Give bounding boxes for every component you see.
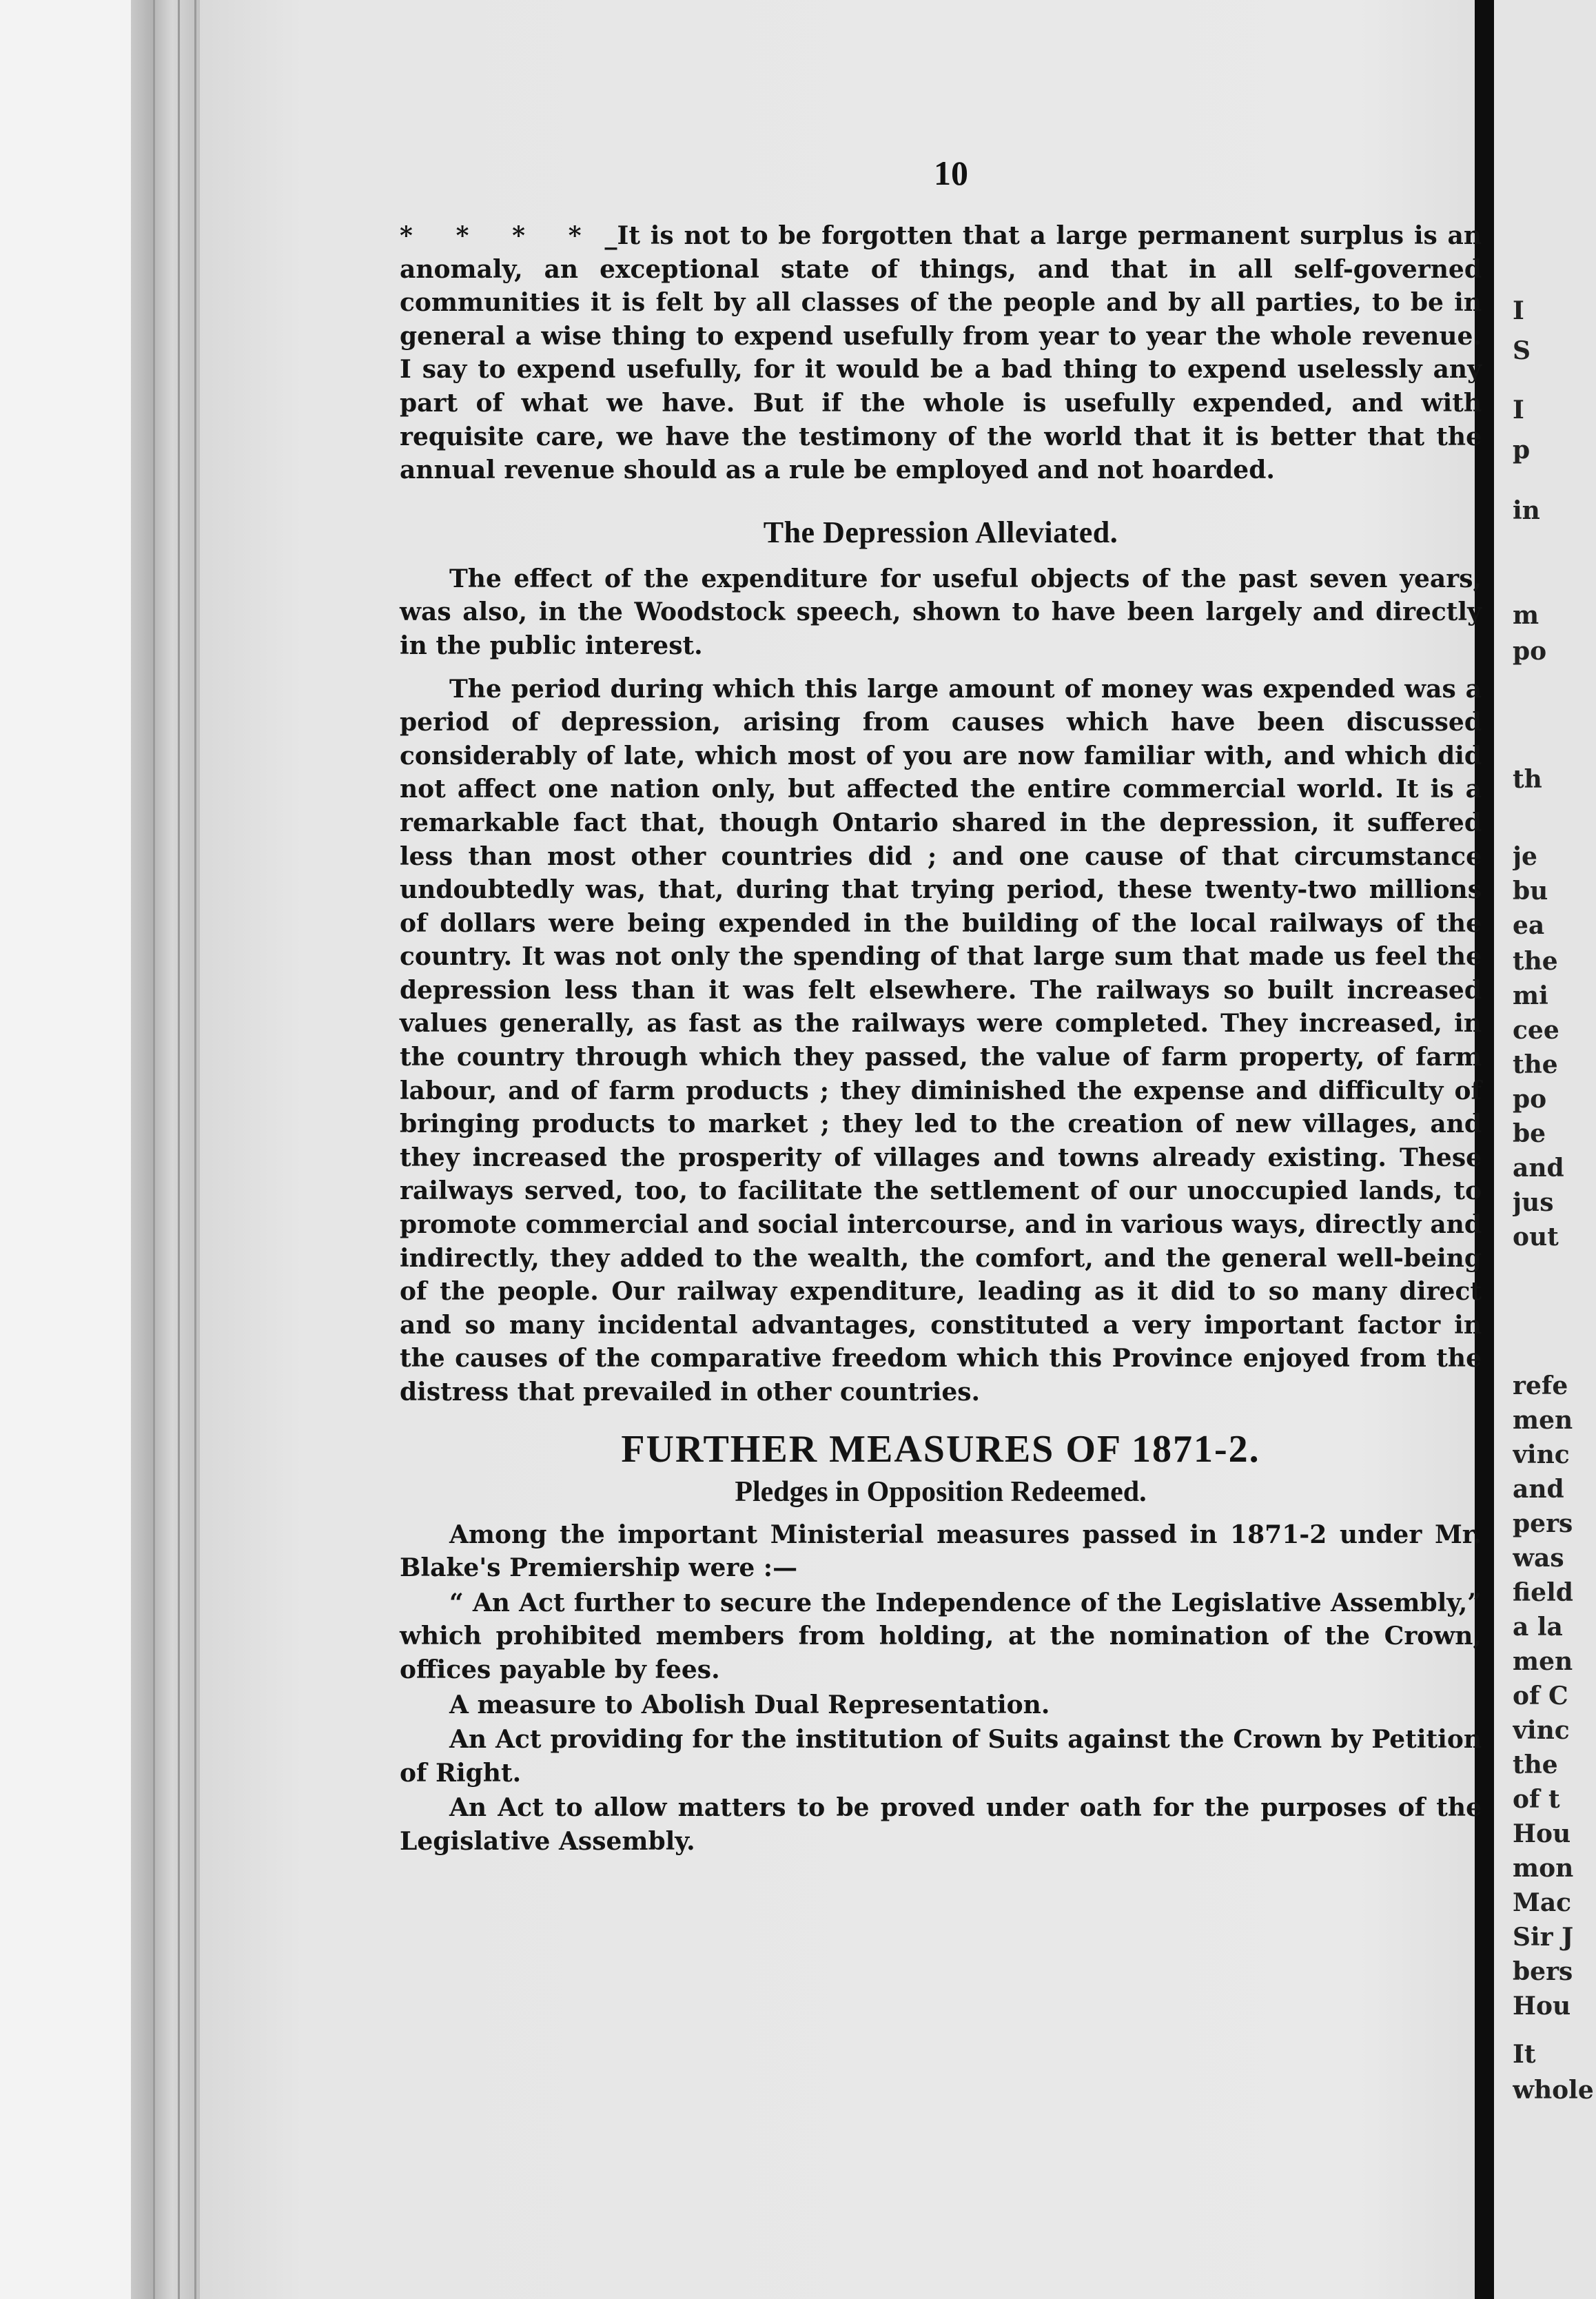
paragraph: A measure to Abolish Dual Representation. — [449, 1690, 1050, 1719]
right-page-fragment: men — [1513, 1406, 1573, 1435]
paragraph-text: _It is not to be forgotten that a large permanent surplus is an anomaly, an exceptional state of things, and that in all self-governed communities it is felt by all classes of the people and by all parties, to be in general a wise thing to expend usefully from year to year the whole revenue. I say to expend usefully, for it would be a bad thing to expend uselessly any part of what we have. But if the whole is usefully expended, and with requisite care, we have the testimony of the world that it is better that the annual revenue should as a rule be employed and not hoarded. — [400, 221, 1482, 485]
right-page-fragment: and — [1513, 1475, 1564, 1504]
right-page-fragment: in — [1513, 496, 1540, 525]
section-heading: The Depression Alleviated. — [763, 515, 1118, 549]
right-page-fragment: It — [1513, 2040, 1536, 2069]
right-page-fragment: jus — [1513, 1188, 1554, 1217]
paragraph: The effect of the expenditure for useful objects of the past seven years, was also, in the Woodstock speech, shown to have been largely and directly in the public interest. — [400, 564, 1482, 660]
paragraph: An Act to allow matters to be proved under oath for the purposes of the Legislative Assembly. — [400, 1793, 1482, 1856]
right-page-fragment: of C — [1513, 1682, 1568, 1710]
page-number: 10 — [934, 154, 968, 192]
right-page-fragment: the — [1513, 1750, 1558, 1779]
section-subheading: Pledges in Opposition Redeemed. — [735, 1475, 1147, 1508]
right-page-fragment: je — [1513, 842, 1537, 871]
right-page-fragment: m — [1513, 601, 1539, 630]
page-edge-line — [153, 0, 155, 2299]
right-page-fragment: be — [1513, 1119, 1546, 1148]
paragraph: An Act providing for the institution of Suits against the Crown by Petition of Right. — [400, 1725, 1482, 1788]
right-page-fragment: I — [1513, 296, 1524, 325]
right-page-fragment: po — [1513, 637, 1547, 666]
paragraph: The period during which this large amount of money was expended was a period of depression, arising from causes which have been discussed considerably of late, which most of you are now familiar with, and which did not affect one nation only, but affected the entire commercial world. It is a remarkable fact that, though Ontario shared in the depression, it suffered less than most other countries did ; and one cause of that circumstance undoubtedly was, that, during that trying period, these twenty-two millions of dollars were being expended in the building of the local railways of the country. It was not only the spending of that large sum that made us feel the depression less than it was felt elsewhere. The railways so built increased values generally, as fast as the railways were completed. They increased, in the country through which they passed, the value of farm property, of farm labour, and of farm products ; they diminished the expense and difficulty of bringing products to market ; they led to the creation of new villages, and they increased the prosperity of villages and towns already existing. These railways served, too, to facilitate the settlement of our unoccupied lands, to promote commercial and social intercourse, and in various ways, directly and indirectly, they added to the wealth, the comfort, and the general well-being of the people. Our railway expenditure, leading as it did to so many direct and so many incidental advantages, constituted a very important factor in the causes of the comparative freedom which this Province enjoyed from the distress that prevailed in other countries. — [400, 674, 1482, 1407]
right-page-fragment: and — [1513, 1154, 1564, 1183]
right-page-fragment: Mac — [1513, 1888, 1572, 1917]
opening-paragraph — [400, 219, 1482, 487]
right-page-fragment: a la — [1513, 1613, 1563, 1642]
right-page-fragment: p — [1513, 436, 1531, 464]
right-page-fragment: men — [1513, 1647, 1573, 1676]
right-page-fragment: refe — [1513, 1371, 1568, 1400]
right-page-fragment: mon — [1513, 1854, 1574, 1883]
right-page-fragment: vinc — [1513, 1716, 1570, 1745]
right-page-fragment: mi — [1513, 981, 1548, 1010]
right-page-fragment: the — [1513, 1050, 1558, 1079]
right-page-fragment: Hou — [1513, 1819, 1571, 1848]
page-edge-line — [178, 0, 180, 2299]
right-page-fragment: S — [1513, 336, 1531, 365]
right-page-fragment: th — [1513, 765, 1542, 794]
right-page-fragment: bu — [1513, 877, 1548, 906]
right-page-text — [1513, 0, 1596, 2299]
page-edge-line — [194, 0, 196, 2299]
right-page-fragment: Hou — [1513, 1992, 1571, 2021]
scan-margin — [0, 0, 131, 2299]
paragraph: Among the important Ministerial measures passed in 1871-2 under Mr. Blake's Premiership were :— — [400, 1520, 1482, 1583]
right-page-fragment: of t — [1513, 1785, 1560, 1814]
page-edge-stack — [131, 0, 200, 2299]
ellipsis-stars: * * * * — [400, 221, 598, 250]
right-page-fragment: vinc — [1513, 1440, 1570, 1469]
right-page-fragment: ea — [1513, 911, 1545, 940]
right-page-fragment: po — [1513, 1085, 1547, 1114]
right-page-fragment: Sir J — [1513, 1923, 1574, 1952]
right-page-fragment: the — [1513, 947, 1558, 976]
page-content — [400, 219, 1482, 1859]
paragraph: “ An Act further to secure the Independence of the Legislative Assembly,” which prohibited members from holding, at the nomination of the Crown, offices payable by fees. — [400, 1588, 1482, 1684]
right-page-fragment: bers — [1513, 1957, 1573, 1986]
right-page-fragment: was — [1513, 1544, 1564, 1573]
right-page-fragment: pers — [1513, 1509, 1573, 1538]
right-page-fragment: cee — [1513, 1016, 1559, 1045]
right-page-fragment: I — [1513, 396, 1524, 425]
right-page-fragment: out — [1513, 1223, 1559, 1251]
right-page-fragment: whole — [1513, 2076, 1594, 2105]
section-heading-major: FURTHER MEASURES OF 1871-2. — [621, 1427, 1260, 1471]
right-page-fragment: field — [1513, 1578, 1573, 1607]
